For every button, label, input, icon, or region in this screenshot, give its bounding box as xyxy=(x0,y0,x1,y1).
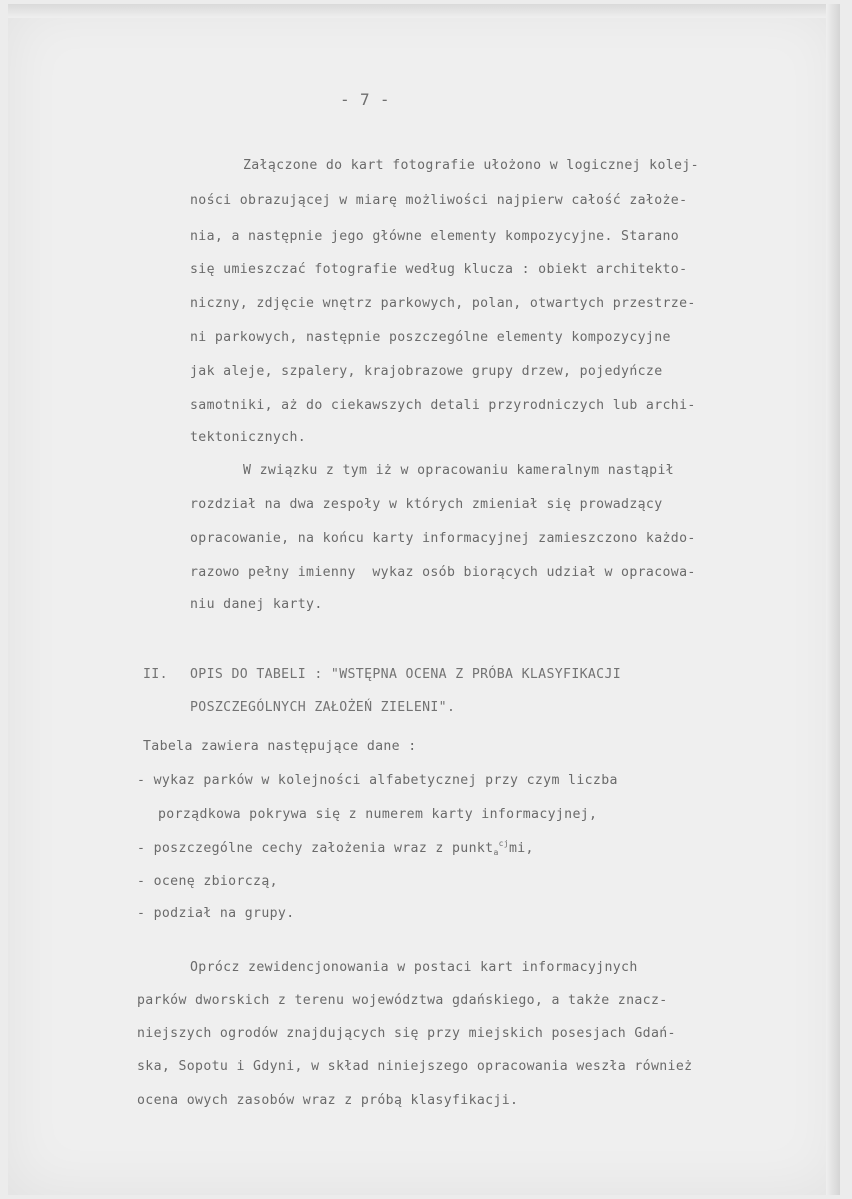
paragraph1-line: samotniki, aż do ciekawszych detali przyrodniczych lub archi- xyxy=(190,398,696,413)
paragraph1-line: się umieszczać fotografie według klucza : obiekt architekto- xyxy=(190,262,688,277)
paragraph3-line: niejszych ogrodów znajdujących się przy miejskich posesjach Gdań- xyxy=(137,1026,676,1041)
scan-edge-top xyxy=(8,4,840,18)
section-heading: POSZCZEGÓLNYCH ZAŁOŻEŃ ZIELENI". xyxy=(190,700,456,715)
paragraph3-line: ska, Sopotu i Gdyni, w skład niniejszego opracowania weszła również xyxy=(137,1059,693,1074)
list-item-text: - poszczególne cechy założenia wraz z punkt xyxy=(137,841,494,856)
paragraph2-line: rozdział na dwa zespoły w których zmieniał się prowadzący xyxy=(190,497,663,512)
paragraph3-line: Oprócz zewidencjonowania w postaci kart informacyjnych xyxy=(190,960,638,975)
section-heading: OPIS DO TABELI : "WSTĘPNA OCENA Z PRÓBA KLASYFIKACJI xyxy=(190,667,622,682)
page-number: - 7 - xyxy=(340,90,390,109)
list-item-text: mi, xyxy=(508,841,534,856)
handwritten-correction: a xyxy=(493,848,499,857)
table-intro: Tabela zawiera następujące dane : xyxy=(143,739,417,754)
paragraph3-line: parków dworskich z terenu województwa gdańskiego, a także znacz- xyxy=(137,993,668,1008)
handwritten-correction: cj xyxy=(498,839,509,848)
paragraph1-line: tektonicznych. xyxy=(190,430,307,445)
paragraph2-line: opracowanie, na końcu karty informacyjnej zamieszczono każdo- xyxy=(190,531,696,546)
paragraph1-line: jak aleje, szpalery, krajobrazowe grupy drzew, pojedyńcze xyxy=(190,364,663,379)
section-numeral: II. xyxy=(143,667,168,682)
paragraph2-line: niu danej karty. xyxy=(190,597,323,612)
paragraph2-line: razowo pełny imienny wykaz osób biorących udział w opracowa- xyxy=(190,565,696,580)
list-item: - wykaz parków w kolejności alfabetycznej przy czym liczba xyxy=(137,773,618,788)
paragraph1-line: ni parkowych, następnie poszczególne elementy kompozycyjne xyxy=(190,330,671,345)
paragraph1-line: niczny, zdjęcie wnętrz parkowych, polan, otwartych przestrze- xyxy=(190,296,696,311)
paragraph1-line: ności obrazującej w miarę możliwości najpierw całość założe- xyxy=(190,193,688,208)
paragraph1-line: Załączone do kart fotografie ułożono w logicznej kolej- xyxy=(243,158,699,173)
document-page xyxy=(8,4,840,1195)
list-item xyxy=(137,841,534,858)
paragraph3-line: ocena owych zasobów wraz z próbą klasyfikacji. xyxy=(137,1093,519,1108)
paragraph1-line: nia, a następnie jego główne elementy kompozycyjne. Starano xyxy=(190,229,680,244)
scan-edge-right xyxy=(826,4,840,1195)
list-item: - podział na grupy. xyxy=(137,906,295,921)
list-item-continuation: porządkowa pokrywa się z numerem karty informacyjnej, xyxy=(158,807,598,822)
paragraph2-line: W związku z tym iż w opracowaniu kameralnym nastąpił xyxy=(243,463,675,478)
list-item: - ocenę zbiorczą, xyxy=(137,874,278,889)
